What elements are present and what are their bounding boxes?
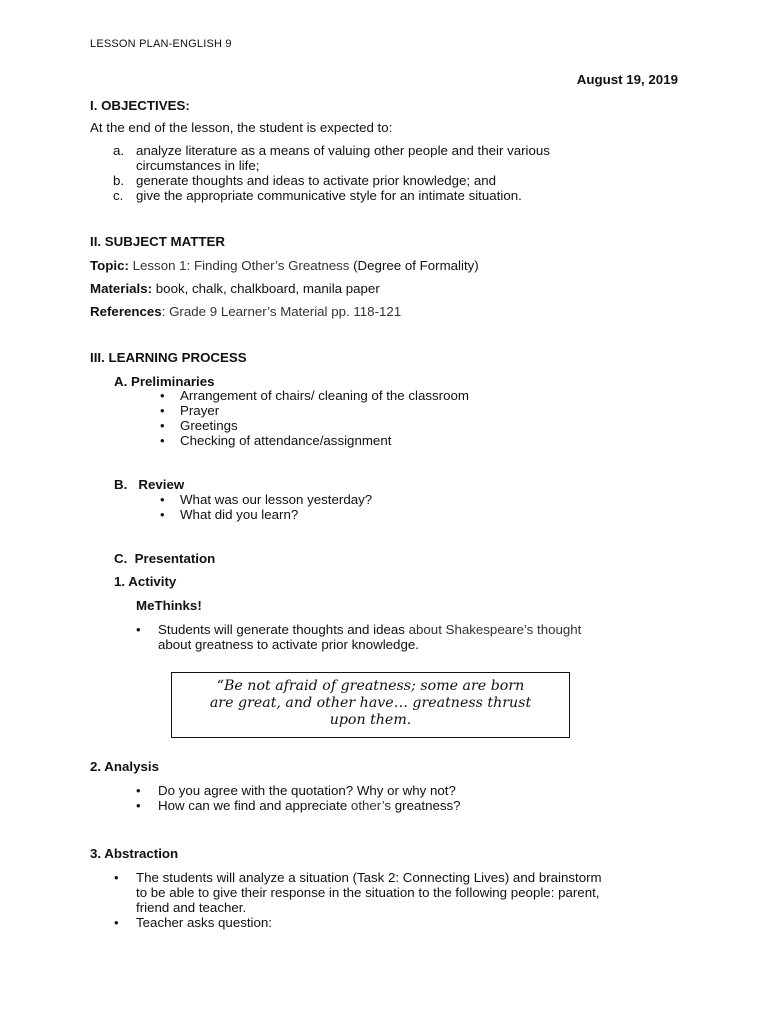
list-item-text: Greetings bbox=[180, 418, 238, 433]
objective-letter: a. bbox=[113, 143, 125, 158]
document-header-label: LESSON PLAN-ENGLISH 9 bbox=[90, 38, 232, 50]
bullet-icon: • bbox=[160, 418, 165, 433]
activity-title: MeThinks! bbox=[136, 598, 202, 613]
objective-text-continued: circumstances in life; bbox=[136, 158, 260, 173]
topic-value: Lesson 1: Finding Other’s Greatness bbox=[132, 258, 350, 273]
list-item bbox=[114, 870, 684, 915]
activity-text-part: Students will generate thoughts and ideas bbox=[158, 622, 409, 637]
topic-suffix: (Degree of Formality) bbox=[353, 258, 479, 273]
list-item bbox=[114, 915, 684, 930]
presentation-heading: C. Presentation bbox=[114, 551, 216, 566]
list-item-text: What was our lesson yesterday? bbox=[180, 492, 373, 507]
text-part: other’s bbox=[350, 798, 392, 813]
bullet-icon: • bbox=[136, 622, 141, 637]
list-item-text-continued: to be able to give their response in the situation to the following people: parent, bbox=[136, 885, 600, 900]
quote-line: “Be not afraid of greatness; some are born bbox=[216, 678, 525, 694]
bullet-icon: • bbox=[160, 492, 165, 507]
shakespeare-quote bbox=[172, 678, 569, 729]
bullet-icon: • bbox=[114, 870, 119, 885]
topic-line bbox=[90, 258, 479, 273]
objective-text: generate thoughts and ideas to activate prior knowledge; and bbox=[136, 173, 497, 188]
objectives-heading: I. OBJECTIVES: bbox=[90, 98, 190, 113]
bullet-icon: • bbox=[136, 798, 141, 813]
activity-text-part: about Shakespeare’s thought bbox=[408, 622, 582, 637]
bullet-icon: • bbox=[160, 507, 165, 522]
activity-text-continued: about greatness to activate prior knowledge. bbox=[158, 637, 419, 652]
bullet-icon: • bbox=[136, 783, 141, 798]
list-item-text: Teacher asks question: bbox=[136, 915, 273, 930]
preliminaries-heading: A. Preliminaries bbox=[114, 374, 215, 389]
text-part: greatness? bbox=[391, 798, 461, 813]
abstraction-list bbox=[114, 870, 684, 930]
analysis-heading: 2. Analysis bbox=[90, 759, 159, 774]
learning-process-heading: III. LEARNING PROCESS bbox=[90, 350, 247, 365]
list-item-text: What did you learn? bbox=[180, 507, 299, 522]
bullet-icon: • bbox=[114, 915, 119, 930]
activity-text bbox=[158, 622, 581, 637]
objective-text: give the appropriate communicative style for an intimate situation. bbox=[136, 188, 522, 203]
bullet-icon: • bbox=[160, 388, 165, 403]
materials-label: Materials: bbox=[90, 281, 153, 296]
subject-matter-heading: II. SUBJECT MATTER bbox=[90, 234, 225, 249]
objective-letter: c. bbox=[113, 188, 124, 203]
references-line bbox=[90, 304, 401, 319]
abstraction-heading: 3. Abstraction bbox=[90, 846, 179, 861]
references-value: : Grade 9 Learner’s Material pp. 118-121 bbox=[161, 304, 402, 319]
objectives-intro: At the end of the lesson, the student is expected to: bbox=[90, 120, 393, 135]
quote-line: upon them. bbox=[329, 712, 412, 728]
topic-label: Topic: bbox=[90, 258, 129, 273]
list-item-text: Arrangement of chairs/ cleaning of the classroom bbox=[180, 388, 469, 403]
materials-line bbox=[90, 281, 380, 296]
document-date: August 19, 2019 bbox=[576, 72, 678, 87]
review-heading: B. Review bbox=[114, 477, 185, 492]
quote-box bbox=[171, 672, 570, 738]
list-item-text bbox=[158, 798, 461, 813]
list-item-text-continued: friend and teacher. bbox=[136, 900, 247, 915]
objective-text: analyze literature as a means of valuing other people and their various bbox=[136, 143, 550, 158]
list-item-text: Do you agree with the quotation? Why or why not? bbox=[158, 783, 456, 798]
text-part: How can we find and appreciate bbox=[158, 798, 351, 813]
references-label: References bbox=[90, 304, 162, 319]
quote-line: are great, and other have… greatness thrust bbox=[209, 695, 532, 711]
list-item-text: The students will analyze a situation (Task 2: Connecting Lives) and brainstorm bbox=[136, 870, 602, 885]
bullet-icon: • bbox=[160, 403, 165, 418]
list-item-text: Checking of attendance/assignment bbox=[180, 433, 392, 448]
objective-letter: b. bbox=[113, 173, 125, 188]
materials-value: book, chalk, chalkboard, manila paper bbox=[155, 281, 380, 296]
list-item-text: Prayer bbox=[180, 403, 220, 418]
bullet-icon: • bbox=[160, 433, 165, 448]
activity-heading: 1. Activity bbox=[114, 574, 177, 589]
